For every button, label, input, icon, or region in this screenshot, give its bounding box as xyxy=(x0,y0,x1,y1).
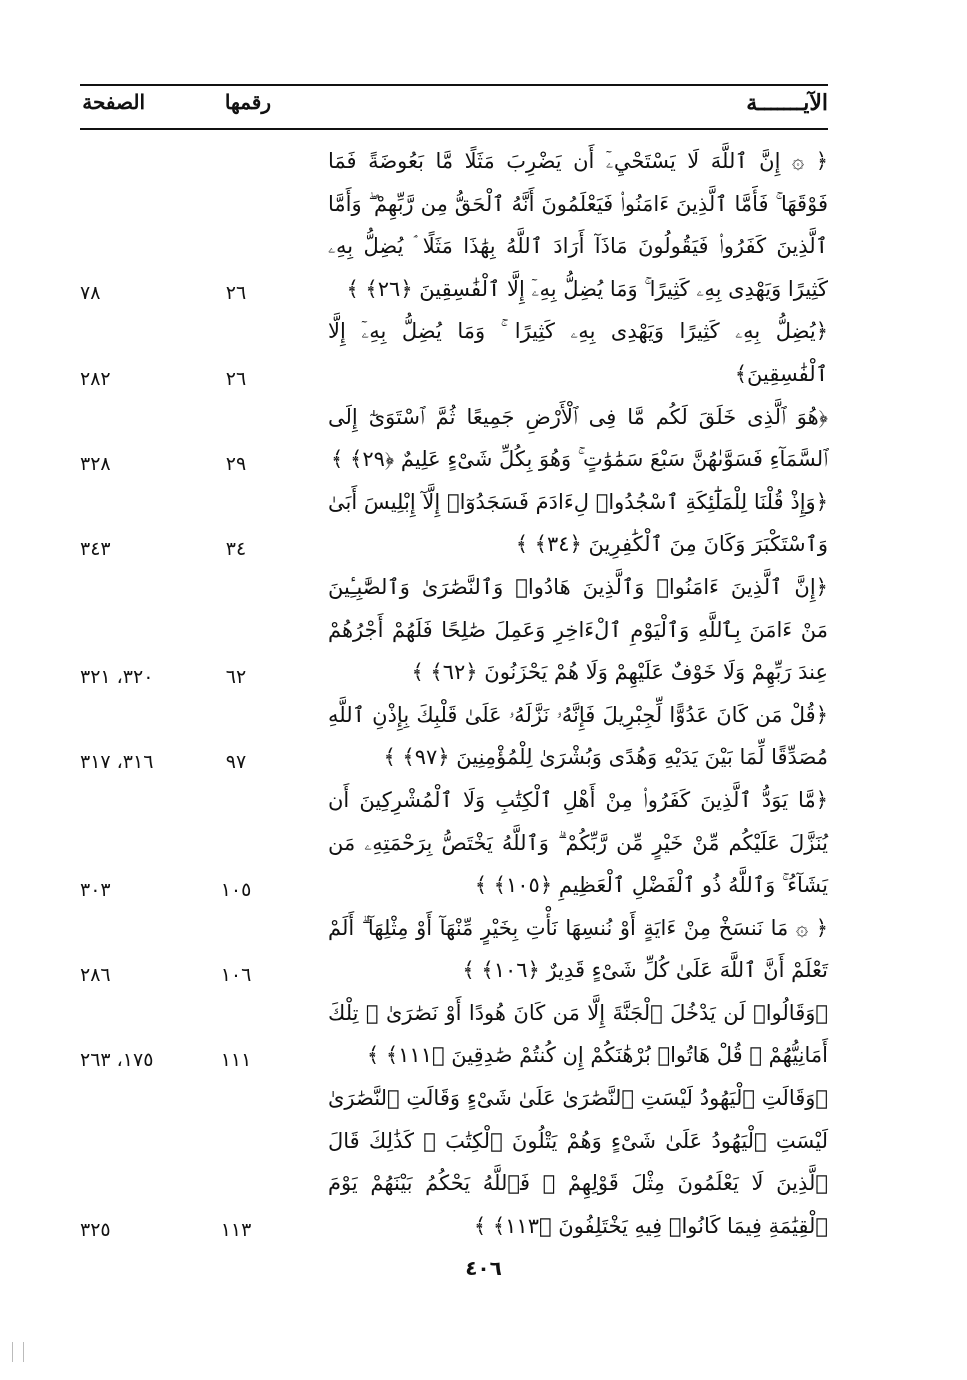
page-reference-text: ٣١٦، ٣١٧ xyxy=(80,750,154,773)
verse-text: ﴿مَّا يَوَدُّ ٱلَّذِينَ كَفَرُوا۟ مِنْ أَهْلِ ٱلْكِتَٰبِ وَلَا ٱلْمُشْرِكِينَ أَن يُنَزَّلَ عَلَيْكُم مِّنْ خَيْرٍ مِّن رَّبِّكُمْ ۗ وَٱللَّهُ يَخْتَصُّ بِرَحْمَتِهِۦ مَن يَشَآءُ ۚ وَٱللَّهُ ذُو ٱلْفَضْلِ ٱلْعَظِيمِ ﴿١٠٥﴾ ﴾ xyxy=(328,787,828,898)
page-reference xyxy=(80,879,210,901)
verse-number: ١٠٥ xyxy=(220,878,252,901)
page-reference-text: ٣٠٣ xyxy=(80,878,111,901)
page-reference xyxy=(80,964,210,986)
table-header xyxy=(80,88,828,124)
table-row xyxy=(80,992,828,1077)
page-reference xyxy=(80,1049,210,1071)
verse-number: ٢٩ xyxy=(225,452,247,475)
verse-text: ﴿وَإِذْ قُلْنَا لِلْمَلَٰٓئِكَةِ ٱسْجُدُوا۟ لِءَادَمَ فَسَجَدُوٓا۟ إِلَّآ إِبْلِيسَ أَبَىٰ وَٱسْتَكْبَرَ وَكَانَ مِنَ ٱلْكَٰفِرِينَ ﴿٣٤﴾ ﴾ xyxy=(328,489,828,557)
entries-list xyxy=(80,140,828,1247)
page-reference-text: ١٧٥، ٢٦٣ xyxy=(80,1049,154,1072)
page-reference-text: ٢٨٦ xyxy=(80,963,111,986)
verse-text: ﴿إِنَّ ٱلَّذِينَ ءَامَنُوا۟ وَٱلَّذِينَ هَادُوا۟ وَٱلنَّصَٰرَىٰ وَٱلصَّٰبِـِٔينَ مَنْ ءَامَنَ بِٱللَّهِ وَٱلْيَوْمِ ٱلْءَاخِرِ وَعَمِلَ صَٰلِحًا فَلَهُمْ أَجْرُهُمْ عِندَ رَبِّهِمْ وَلَا خَوْفٌ عَلَيْهِمْ وَلَا هُمْ يَحْزَنُونَ ﴿٦٢﴾ ﴾ xyxy=(328,574,828,685)
scan-margin-mark xyxy=(12,1342,24,1362)
header-rule xyxy=(80,128,828,130)
page-reference-text: ٣٢٥ xyxy=(80,1219,111,1242)
verse-number: ٢٦ xyxy=(225,367,247,390)
header-number: رقمها xyxy=(224,90,271,114)
table-row xyxy=(80,694,828,779)
verse-text: ﴿هُوَ ٱلَّذِى خَلَقَ لَكُم مَّا فِى ٱلْأَرْضِ جَمِيعًا ثُمَّ ٱسْتَوَىٰٓ إِلَى ٱلسَّمَآءِ فَسَوَّىٰهُنَّ سَبْعَ سَمَٰوَٰتٍ ۚ وَهُوَ بِكُلِّ شَىْءٍ عَلِيمٌ ﴿٢٩﴾ ﴾ xyxy=(328,404,828,472)
page-reference-text: ٣٢٠، ٣٢١ xyxy=(80,665,154,688)
table-row xyxy=(80,1077,828,1247)
verse-number: ١١١ xyxy=(220,1049,252,1072)
page-reference xyxy=(80,666,210,688)
verse-number: ١١٣ xyxy=(220,1219,252,1242)
page-reference-text: ٧٨ xyxy=(80,282,101,305)
page-reference-text: ٣٤٣ xyxy=(80,537,111,560)
page-reference-text: ٣٢٨ xyxy=(80,452,111,475)
table-row xyxy=(80,310,828,395)
top-rule xyxy=(80,84,828,86)
table-row xyxy=(80,140,828,310)
page-reference-text: ٢٨٢ xyxy=(80,367,111,390)
table-row xyxy=(80,566,828,694)
page-reference xyxy=(80,282,210,304)
header-page: الصفحة xyxy=(82,90,145,114)
verse-number: ١٠٦ xyxy=(220,963,252,986)
verse-text: ﴿يُضِلُّ بِهِۦ كَثِيرًا وَيَهْدِى بِهِۦ كَثِيرًا ۚ وَمَا يُضِلُّ بِهِۦٓ إِلَّا ٱلْفَٰسِقِينَ﴾ xyxy=(328,319,828,386)
page-reference xyxy=(80,751,210,773)
verse-number: ٩٧ xyxy=(225,750,247,773)
table-row xyxy=(80,396,828,481)
table-row xyxy=(80,907,828,992)
header-ayah: الآيـــــــة xyxy=(746,90,828,116)
verse-text: ﴿وَقَالُوا۟ لَن يَدْخُلَ ٱلْجَنَّةَ إِلَّا مَن كَانَ هُودًا أَوْ نَصَٰرَىٰ ۗ تِلْكَ أَمَانِيُّهُمْ ۗ قُلْ هَاتُوا۟ بُرْهَٰنَكُمْ إِن كُنتُمْ صَٰدِقِينَ ﴿١١١﴾ ﴾ xyxy=(328,1000,828,1068)
page-number: ٤٠٦ xyxy=(465,1256,502,1280)
page-reference xyxy=(80,453,210,475)
verse-text: ﴿وَقَالَتِ ٱلْيَهُودُ لَيْسَتِ ٱلنَّصَٰرَىٰ عَلَىٰ شَىْءٍ وَقَالَتِ ٱلنَّصَٰرَىٰ لَيْسَتِ ٱلْيَهُودُ عَلَىٰ شَىْءٍ وَهُمْ يَتْلُونَ ٱلْكِتَٰبَ ۗ كَذَٰلِكَ قَالَ ٱلَّذِينَ لَا يَعْلَمُونَ مِثْلَ قَوْلِهِمْ ۚ فَٱللَّهُ يَحْكُمُ بَيْنَهُمْ يَوْمَ ٱلْقِيَٰمَةِ فِيمَا كَانُوا۟ فِيهِ يَخْتَلِفُونَ ﴿١١٣﴾ ﴾ xyxy=(328,1086,828,1238)
table-row xyxy=(80,481,828,566)
page-reference xyxy=(80,538,210,560)
page-reference xyxy=(80,368,210,390)
verse-text: ﴿ ۞ إِنَّ ٱللَّهَ لَا يَسْتَحْيِۦٓ أَن يَضْرِبَ مَثَلًا مَّا بَعُوضَةً فَمَا فَوْقَهَا ۚ فَأَمَّا ٱلَّذِينَ ءَامَنُوا۟ فَيَعْلَمُونَ أَنَّهُ ٱلْحَقُّ مِن رَّبِّهِمْ ۖ وَأَمَّا ٱلَّذِينَ كَفَرُوا۟ فَيَقُولُونَ مَاذَآ أَرَادَ ٱللَّهُ بِهَٰذَا مَثَلًا ۘ يُضِلُّ بِهِۦ كَثِيرًا وَيَهْدِى بِهِۦ كَثِيرًا ۚ وَمَا يُضِلُّ بِهِۦٓ إِلَّا ٱلْفَٰسِقِينَ ﴿٢٦﴾ ﴾ xyxy=(328,149,828,301)
verse-number: ٦٢ xyxy=(225,665,247,688)
verse-text: ﴿قُلْ مَن كَانَ عَدُوًّا لِّجِبْرِيلَ فَإِنَّهُۥ نَزَّلَهُۥ عَلَىٰ قَلْبِكَ بِإِذْنِ ٱللَّهِ مُصَدِّقًا لِّمَا بَيْنَ يَدَيْهِ وَهُدًى وَبُشْرَىٰ لِلْمُؤْمِنِينَ ﴿٩٧﴾ ﴾ xyxy=(328,702,828,770)
page-reference xyxy=(80,1219,210,1241)
table-row xyxy=(80,779,828,907)
verse-number: ٣٤ xyxy=(225,537,247,560)
verse-text: ﴿ ۞ مَا نَنسَخْ مِنْ ءَايَةٍ أَوْ نُنسِهَا نَأْتِ بِخَيْرٍ مِّنْهَآ أَوْ مِثْلِهَآ ۗ أَلَمْ تَعْلَمْ أَنَّ ٱللَّهَ عَلَىٰ كُلِّ شَىْءٍ قَدِيرٌ ﴿١٠٦﴾ ﴾ xyxy=(328,915,828,983)
verse-number: ٢٦ xyxy=(225,282,247,305)
